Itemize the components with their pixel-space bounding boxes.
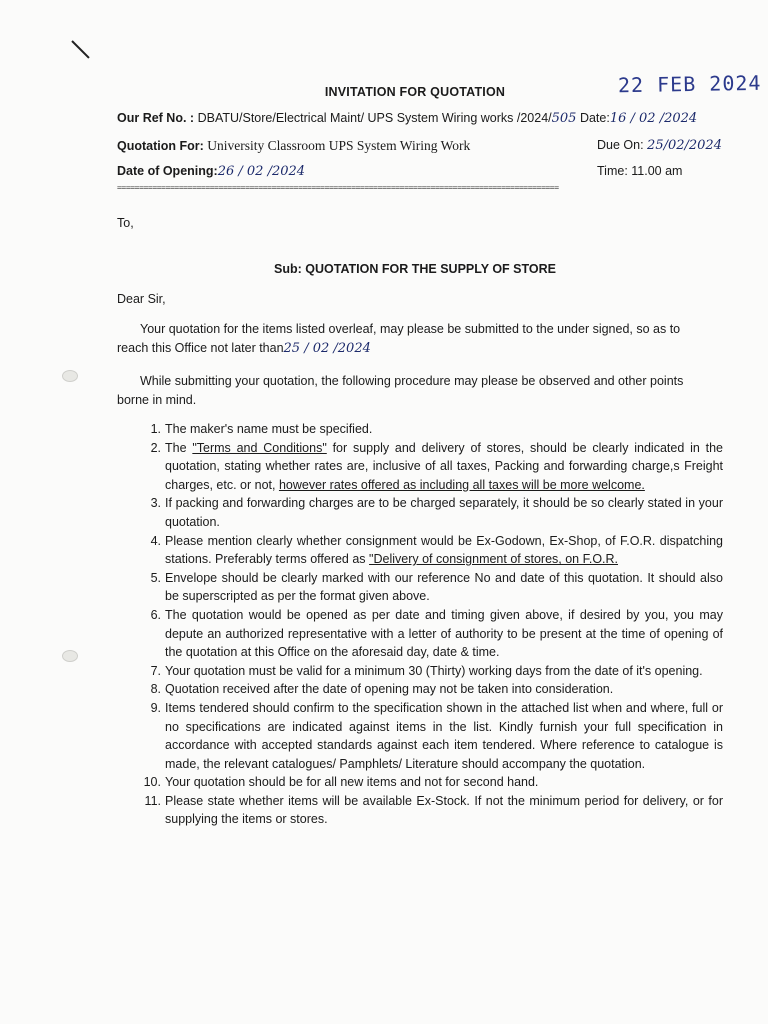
opening-value: 26 / 02 /2024 xyxy=(217,164,306,179)
procedure-item xyxy=(117,680,723,699)
item-number: 2. xyxy=(150,440,161,455)
paragraph-1-text: reach this Office not later than xyxy=(117,341,284,355)
paragraph-2-line-1: While submitting your quotation, the following procedure may please be observed and other points xyxy=(140,374,684,388)
item-text: The xyxy=(165,440,193,455)
item-number: 1. xyxy=(150,422,161,436)
quotation-for-line xyxy=(117,138,470,154)
procedure-item xyxy=(117,606,723,662)
item-number: 7. xyxy=(150,663,161,678)
item-number: 5. xyxy=(150,570,161,585)
reference-line xyxy=(117,111,697,126)
item-text: Items tendered should confirm to the specification shown in the attached list when and where, full or no specifications are indicated against items in the list. Kindly furnish your full specification in accordance with accepted standards against each item tendered. Where reference to catalogue is made, the relevant catalogues/ Pamphlets/ Literature should accompany the quotation. xyxy=(165,700,723,771)
subject-line: Sub: QUOTATION FOR THE SUPPLY OF STORE xyxy=(274,262,556,276)
item-text: The maker's name must be specified. xyxy=(165,422,373,436)
time-value: 11.00 am xyxy=(631,164,683,178)
submission-deadline: 25 / 02 /2024 xyxy=(283,341,371,356)
due-on xyxy=(597,138,722,153)
item-text: Please state whether items will be available Ex-Stock. If not the minimum period for delivery, or for supplying the items or stores. xyxy=(165,793,723,827)
procedure-item xyxy=(117,662,723,681)
salutation: Dear Sir, xyxy=(117,292,166,306)
item-text: Your quotation must be valid for a minimum 30 (Thirty) working days from the date of it's opening. xyxy=(165,663,703,678)
separator-rule: ==================================================================================================== xyxy=(117,183,559,192)
addressee: To, xyxy=(117,216,134,230)
item-number: 3. xyxy=(150,496,161,511)
document-title: INVITATION FOR QUOTATION xyxy=(324,85,506,99)
ref-date: 16 / 02 /2024 xyxy=(609,111,698,126)
procedure-item xyxy=(117,494,723,531)
item-text: If packing and forwarding charges are to be charged separately, it should be so clearly stated in your quotation. xyxy=(165,496,723,529)
paragraph-1-line-2 xyxy=(117,339,371,358)
item-number: 10. xyxy=(143,775,161,790)
item-emphasis: "Terms and Conditions" xyxy=(192,440,327,455)
item-text: Quotation received after the date of opening may not be taken into consideration. xyxy=(165,682,614,697)
quotation-for-label: Quotation For: xyxy=(117,139,204,153)
item-number: 11. xyxy=(144,793,161,808)
procedure-item xyxy=(117,439,723,495)
ref-label: Our Ref No. : xyxy=(117,111,195,125)
punch-hole xyxy=(62,650,78,662)
ref-number: 505 xyxy=(551,111,577,126)
paragraph-1-line-1: Your quotation for the items listed overleaf, may please be submitted to the under signed, so as to xyxy=(140,322,681,336)
item-text: Please mention clearly whether consignment would be Ex-Godown, Ex-Shop, of F.O.R. dispatching stations. Preferably terms offered as xyxy=(165,533,723,567)
received-date-stamp: 22 FEB 2024 xyxy=(617,70,762,98)
scan-mark xyxy=(71,40,89,58)
item-number: 9. xyxy=(150,700,161,715)
procedure-item xyxy=(117,569,723,606)
procedure-item xyxy=(117,420,723,439)
procedure-item xyxy=(117,773,723,792)
item-emphasis: however rates offered as including all taxes will be more welcome. xyxy=(278,477,645,492)
time-line xyxy=(597,164,682,178)
date-label: Date: xyxy=(579,111,610,125)
ref-value: DBATU/Store/Electrical Maint/ UPS System Wiring works /2024/ xyxy=(197,111,552,125)
quotation-for-value: University Classroom UPS System Wiring Work xyxy=(207,138,471,153)
due-value: 25/02/2024 xyxy=(647,138,722,153)
item-text: Envelope should be clearly marked with our reference No and date of this quotation. It should also be superscripted as per the format given above. xyxy=(165,570,723,604)
item-emphasis: "Delivery of consignment of stores, on F.O.R. xyxy=(369,552,619,567)
opening-label: Date of Opening: xyxy=(117,164,218,178)
punch-hole xyxy=(62,370,78,382)
item-number: 6. xyxy=(150,607,161,622)
procedure-item xyxy=(117,532,723,569)
procedure-item xyxy=(117,792,723,829)
opening-line xyxy=(117,164,305,179)
due-label: Due On: xyxy=(597,138,644,152)
procedure-item xyxy=(117,699,723,773)
item-text: for supply and delivery of stores, should be clearly indicated in the quotation, stating whether rates are, inclusive of all taxes, Packing and forwarding charge,s Freight charges, etc. or not, xyxy=(165,440,723,492)
time-label: Time: xyxy=(597,164,628,178)
item-text: The quotation would be opened as per date and timing given above, if desired by you, you may depute an authorized representative with a letter of authority to be present at the time of opening of the quotation at this Office on the aforesaid day, date & time. xyxy=(165,607,723,660)
item-text: Your quotation should be for all new items and not for second hand. xyxy=(165,775,539,790)
paragraph-2-line-2: borne in mind. xyxy=(117,393,197,407)
item-number: 8. xyxy=(150,682,161,697)
procedure-list xyxy=(117,420,723,829)
item-number: 4. xyxy=(150,533,161,548)
